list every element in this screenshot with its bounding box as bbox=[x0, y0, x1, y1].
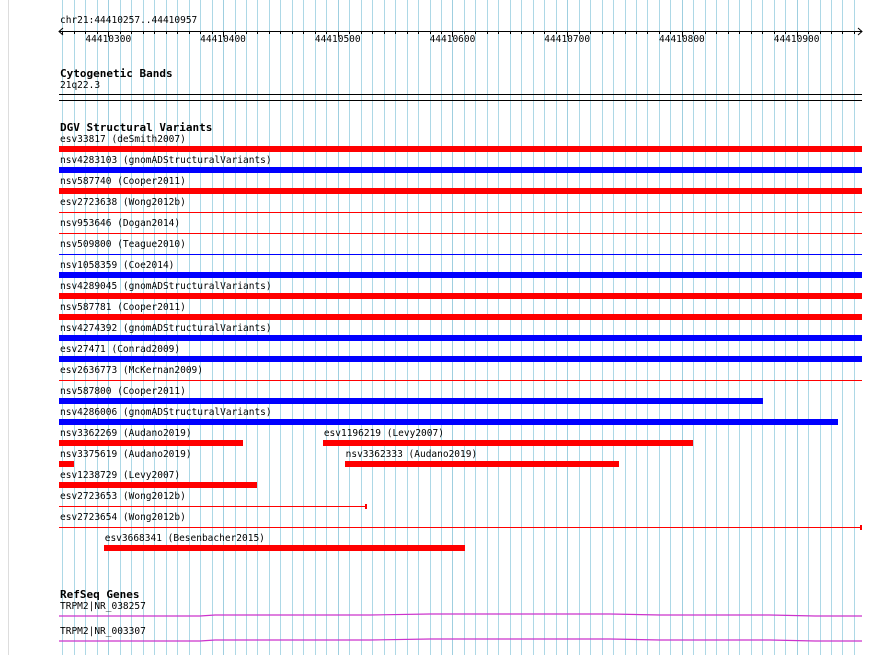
variant-bar[interactable] bbox=[59, 146, 862, 152]
variant-bar[interactable] bbox=[104, 545, 465, 551]
variant-label[interactable]: nsv587740 (Cooper2011) bbox=[60, 176, 186, 187]
variant-label[interactable]: esv27471 (Conrad2009) bbox=[60, 344, 181, 355]
variant-bar[interactable] bbox=[59, 440, 243, 446]
variant-bar[interactable] bbox=[59, 335, 862, 341]
variant-label[interactable]: esv3668341 (Besenbacher2015) bbox=[104, 533, 265, 544]
variant-bar[interactable] bbox=[59, 272, 862, 278]
ruler-range-label: chr21:44410257..44410957 bbox=[60, 15, 198, 26]
variant-bar[interactable] bbox=[59, 167, 862, 173]
variant-label[interactable]: nsv509800 (Teague2010) bbox=[60, 239, 186, 250]
variant-bar[interactable] bbox=[59, 233, 862, 234]
variant-bar[interactable] bbox=[323, 440, 694, 446]
ruler-tick-label: 44410300 bbox=[85, 34, 132, 45]
cytoband-track-line bbox=[59, 94, 862, 95]
gene-intron-line[interactable] bbox=[59, 639, 862, 641]
variant-bar[interactable] bbox=[59, 314, 862, 320]
variant-bar[interactable] bbox=[59, 380, 862, 381]
variant-label[interactable]: nsv4274392 (gnomADStructuralVariants) bbox=[60, 323, 272, 334]
variant-end-cap bbox=[365, 504, 367, 509]
variant-bar[interactable] bbox=[59, 293, 862, 299]
variant-label[interactable]: esv1196219 (Levy2007) bbox=[323, 428, 444, 439]
dgv-track-title: DGV Structural Variants bbox=[60, 121, 213, 134]
variant-label[interactable]: nsv3362269 (Audano2019) bbox=[60, 428, 192, 439]
variant-bar[interactable] bbox=[59, 482, 257, 488]
variant-label[interactable]: esv2636773 (McKernan2009) bbox=[60, 365, 203, 376]
variant-bar[interactable] bbox=[59, 461, 74, 467]
ruler-tick-label: 44410600 bbox=[429, 34, 476, 45]
variant-bar[interactable] bbox=[59, 527, 862, 528]
variant-bar[interactable] bbox=[59, 506, 366, 507]
variant-bar[interactable] bbox=[59, 356, 862, 362]
variant-label[interactable]: esv33817 (deSmith2007) bbox=[60, 134, 186, 145]
ruler-tick-label: 44410900 bbox=[773, 34, 820, 45]
ruler-tick-label: 44410700 bbox=[544, 34, 591, 45]
cytoband-label: 21q22.3 bbox=[60, 80, 101, 91]
variant-label[interactable]: nsv4289045 (gnomADStructuralVariants) bbox=[60, 281, 272, 292]
gene-label[interactable]: TRPM2|NR_038257 bbox=[60, 601, 146, 612]
variant-label[interactable]: esv2723653 (Wong2012b) bbox=[60, 491, 186, 502]
gene-intron-line[interactable] bbox=[59, 614, 862, 616]
ruler-tick-label: 44410800 bbox=[659, 34, 705, 45]
refseq-track-title: RefSeq Genes bbox=[60, 588, 140, 601]
variant-bar[interactable] bbox=[59, 254, 862, 255]
variant-bar[interactable] bbox=[345, 461, 619, 467]
variant-bar[interactable] bbox=[59, 212, 862, 213]
ruler-tick-label: 44410500 bbox=[314, 34, 361, 45]
variant-bar[interactable] bbox=[59, 398, 763, 404]
variant-label[interactable]: nsv4286006 (gnomADStructuralVariants) bbox=[60, 407, 272, 418]
variant-label[interactable]: nsv4283103 (gnomADStructuralVariants) bbox=[60, 155, 272, 166]
ruler-tick-label: 44410400 bbox=[200, 34, 246, 45]
variant-label[interactable]: esv2723638 (Wong2012b) bbox=[60, 197, 186, 208]
variant-label[interactable]: esv2723654 (Wong2012b) bbox=[60, 512, 186, 523]
variant-bar[interactable] bbox=[59, 188, 862, 194]
gene-label[interactable]: TRPM2|NR_003307 bbox=[60, 626, 146, 637]
track-divider bbox=[59, 100, 862, 101]
variant-bar[interactable] bbox=[59, 419, 838, 425]
variant-label[interactable]: nsv587781 (Cooper2011) bbox=[60, 302, 186, 313]
variant-label[interactable]: esv1238729 (Levy2007) bbox=[60, 470, 181, 481]
variant-label[interactable]: nsv953646 (Dogan2014) bbox=[60, 218, 181, 229]
variant-label[interactable]: nsv1058359 (Coe2014) bbox=[60, 260, 175, 271]
cytoband-track-title: Cytogenetic Bands bbox=[60, 67, 173, 80]
variant-end-cap bbox=[860, 525, 862, 530]
variant-label[interactable]: nsv3375619 (Audano2019) bbox=[60, 449, 192, 460]
variant-label[interactable]: nsv3362333 (Audano2019) bbox=[345, 449, 478, 460]
gene-models[interactable] bbox=[0, 605, 890, 665]
variant-label[interactable]: nsv587800 (Cooper2011) bbox=[60, 386, 186, 397]
